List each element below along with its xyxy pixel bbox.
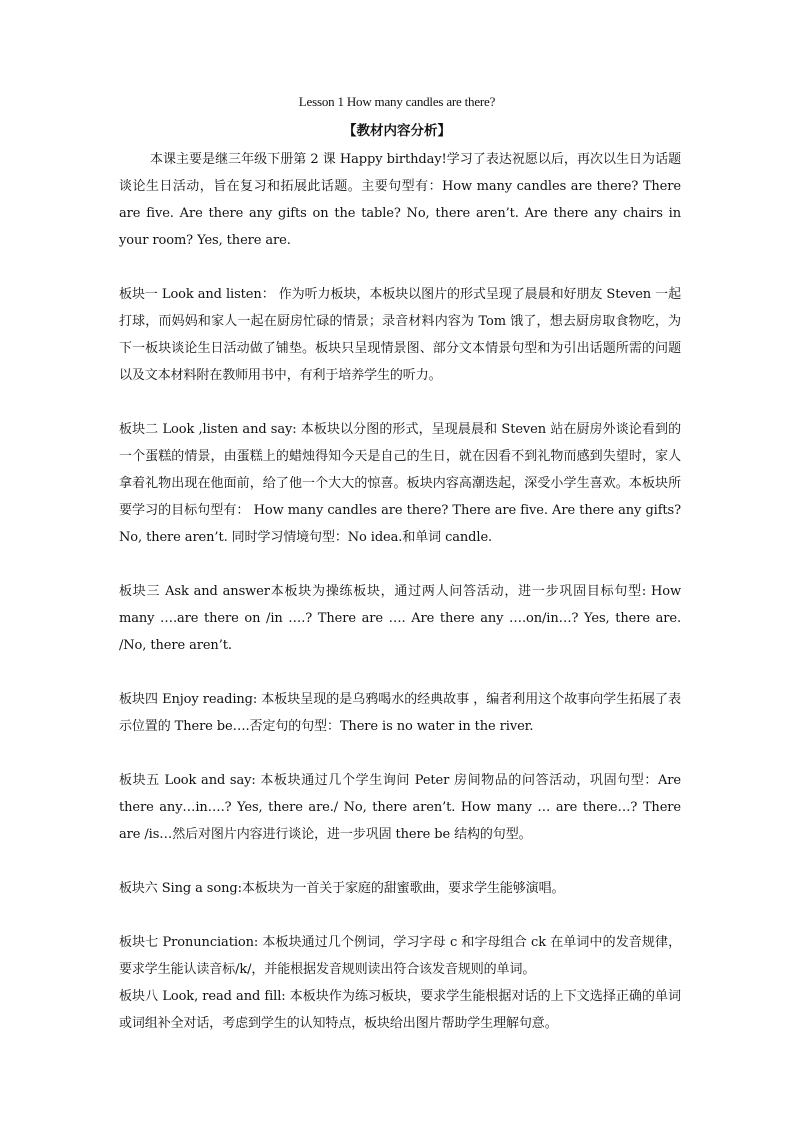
section-paragraph-5: 板块五 Look and say: 本板块通过几个学生询问 Peter 房间物品的问答活动，巩固句型：Are there any…in….? Yes, there are./ No, there aren’t. How many … are there…? There are /is…然后对图片内容进行谈论，进一步巩固 there be 结构的句型。 [119,773,681,842]
lesson-title: Lesson 1 How many candles are there? [298,94,496,109]
section-heading: 【教材内容分析】 [343,123,451,139]
section-paragraph-2: 板块二 Look ,listen and say: 本板块以分图的形式，呈现晨晨和 Steven 站在厨房外谈论看到的一个蛋糕的情景，由蛋糕上的蜡烛得知今天是自己的生日，就在因看不到礼物而感到失望时，家人拿着礼物出现在他面前，给了他一个大大的惊喜。板块内容高潮迭起，深受小学生喜欢。本板块所要学习的目标句型有： How many candles are there? There are five. Are there any gifts? No, there aren’t. 同时学习情境句型：No idea.和单词 candle. [119,422,681,545]
section-paragraph-1: 板块一 Look and listen： 作为听力板块，本板块以图片的形式呈现了晨晨和好朋友 Steven 一起打球，而妈妈和家人一起在厨房忙碌的情景；录音材料内容为 Tom 饿了，想去厨房取食物吃，为下一板块谈论生日活动做了铺垫。板块只呈现情景图、部分文本情景句型和为引出话题所需的问题以及文本材料附在教师用书中，有利于培养学生的听力。 [119,287,681,383]
section-paragraph-3: 板块三 Ask and answer本板块为操练板块，通过两人问答活动，进一步巩固目标句型: How many ….are there on /in ….? There are …. Are there any ….on/in…? Yes, there are. /No, there aren’t. [119,584,681,653]
paragraph-gap [119,902,681,929]
paragraph-gap [119,254,681,281]
section-paragraph-7: 板块七 Pronunciation: 本板块通过几个例词，学习字母 c 和字母组合 ck 在单词中的发音规律，要求学生能认读音标/k/，并能根据发音规则读出符合该发音规则的单词。 [119,935,681,977]
paragraph-gap [119,740,681,767]
paragraph-gap [119,848,681,875]
paragraph-gap [119,389,681,416]
intro-paragraph: 本课主要是继三年级下册第 2 课 Happy birthday!学习了表达祝愿以后，再次以生日为话题谈论生日活动，旨在复习和拓展此话题。主要句型有：How many candles are there? There are five. Are there any gifts on the table? No, there aren’t. Are there any chairs in your room? Yes, there are. [119,152,681,248]
section-paragraph-8: 板块八 Look, read and fill: 本板块作为练习板块，要求学生能根据对话的上下文选择正确的单词或词组补全对话，考虑到学生的认知特点，板块给出图片帮助学生理解句意。 [119,989,681,1031]
paragraph-gap [119,659,681,686]
section-paragraph-4: 板块四 Enjoy reading: 本板块呈现的是乌鸦喝水的经典故事 ，编者利用这个故事向学生拓展了表示位置的 There be….否定句的句型：There is no water in the river. [119,692,681,734]
paragraph-gap [119,551,681,578]
document-body [119,146,681,1037]
section-paragraph-6: 板块六 Sing a song:本板块为一首关于家庭的甜蜜歌曲，要求学生能够演唱。 [119,881,565,896]
